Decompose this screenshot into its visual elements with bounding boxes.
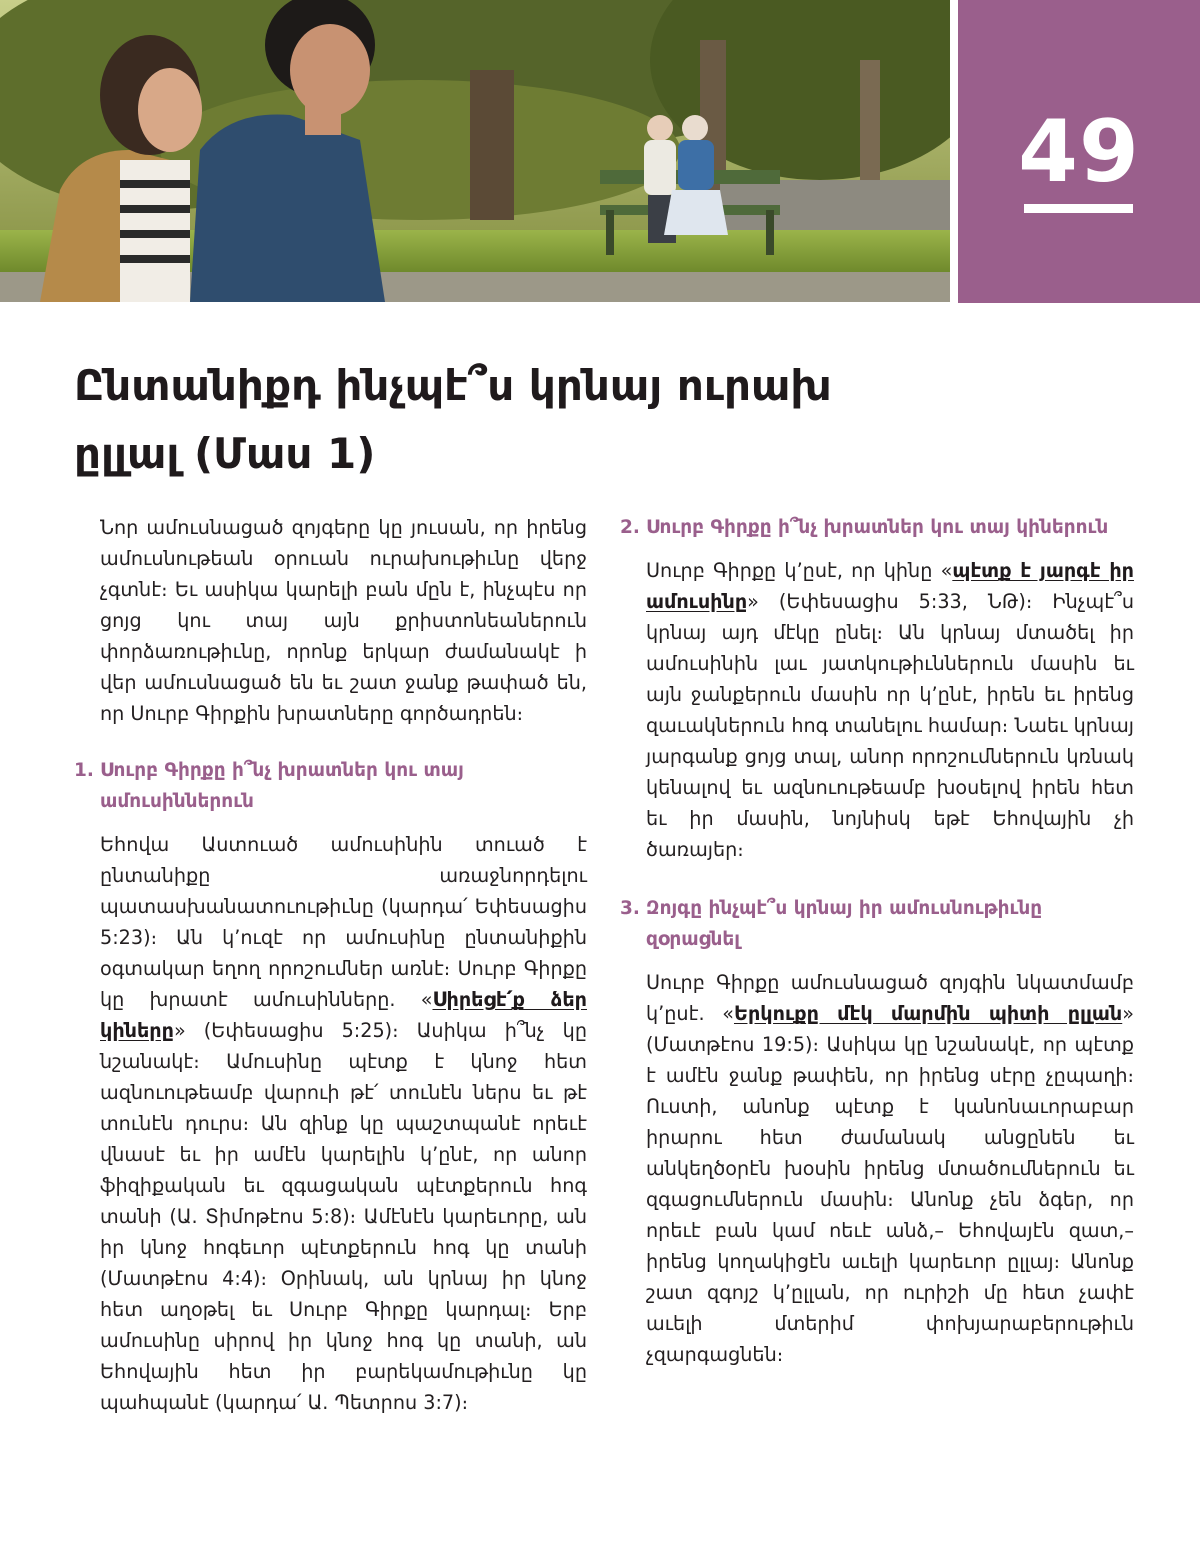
section-3-body — [646, 967, 1134, 1370]
section-3-heading-text: Զոյգը ինչպէ՞ս կրնայ իր ամուսնութիւնը զօրացնել — [646, 898, 1043, 950]
left-column — [74, 512, 587, 1418]
hero-photo — [0, 0, 950, 302]
section-3-heading — [620, 893, 1134, 955]
section-1-heading — [74, 755, 587, 817]
intro-paragraph: Նոր ամուսնացած զոյգերը կը յուսան, որ իրենց ամուսնութեան օրուան ուրախութիւնը վերջ չգտնէ։ Եւ ասիկա կարելի բան մըն է, ինչպէս որ ցոյց կու տայ այն քրիստոնեաներուն փորձառութիւնը, որոնք երկար ժամանակէ ի վեր ամուսնացած են եւ շատ ջանք թափած են, որ Սուրբ Գիրքին խրատները գործադրեն։ — [100, 516, 587, 725]
section-1-body — [100, 829, 587, 1418]
page-title: Ընտանիքդ ինչպէ՞ս կրնայ ուրախ ըլլալ (Մաս 1) — [74, 361, 832, 478]
section-2-body — [646, 555, 1134, 865]
lesson-number-underline — [1024, 204, 1133, 213]
section-1-text-before: Եհովա Աստուած ամուսինին տուած է ընտանիքը առաջնորդելու պատասխանատուութիւնը (կարդա՛ Եփեսացիս 5:23)։ Ան կ՚ուզէ որ ամուսինը ընտանիքին օգտակար եղող որոշումներ առնէ։ Սուրբ Գիրքը կը խրատէ ամուսինները. « — [100, 833, 587, 1011]
right-column — [620, 512, 1134, 1370]
section-1-number: 1. — [74, 760, 94, 781]
section-2-heading — [620, 512, 1134, 543]
lesson-number-box — [958, 0, 1200, 303]
section-3-scripture-quote: Երկուքը մէկ մարմին պիտի ըլլան — [733, 1002, 1123, 1025]
section-2-text-before: Սուրբ Գիրքը կ՚ըսէ, որ կինը « — [646, 559, 953, 582]
lesson-number: 49 — [1018, 102, 1140, 202]
section-1-text-after: » (Եփեսացիս 5:25)։ Ասիկա ի՞նչ կը նշանակէ։ Ամուսինը պէտք է կնոջ հետ ազնուութեամբ վարուի թէ՛ տունէն ներս եւ թէ տունէն դուրս։ Ան զինք կը պաշտպանէ որեւէ վնասէ եւ իր ամէն կարելին կ՚ընէ, որ անոր ֆիզիքական եւ զգացական պէտքերուն հոգ տանի (Ա. Տիմոթէոս 5:8)։ Ամէնէն կարեւորը, ան իր կնոջ հոգեւոր պէտքերուն հոգ կը տանի (Մատթէոս 4:4)։ Օրինակ, ան կրնայ իր կնոջ հետ աղօթել եւ Սուրբ Գիրքը կարդալ։ Երբ ամուսինը սիրով իր կնոջ հոգ կը տանի, ան Եհովային հետ իր բարեկամութիւնը կը պահպանէ (կարդա՛ Ա. Պետրոս 3:7)։ — [100, 1019, 587, 1414]
section-2-number: 2. — [620, 517, 640, 538]
section-3-number: 3. — [620, 898, 640, 919]
section-2-text-after: » (Եփեսացիս 5:33, ՆԹ)։ Ինչպէ՞ս կրնայ այդ մէկը ընել։ Ան կրնայ մտածել իր ամուսինին լաւ յատկութիւններուն մասին եւ այն ջանքերուն մասին որ կ՚ընէ, իրեն եւ իրենց զաւակներուն հոգ տանելու համար։ Նաեւ կրնայ յարգանք ցոյց տալ, անոր որոշումներուն կռնակ կենալով եւ ազնուութեամբ խօսելով իրեն հետ եւ իր մասին, նոյնիսկ եթէ Եհովային չի ծառայեր։ — [646, 590, 1134, 861]
section-1-heading-text: Սուրբ Գիրքը ի՞նչ խրատներ կու տայ ամուսիններուն — [100, 760, 464, 812]
section-3-text-after: » (Մատթէոս 19:5)։ Ասիկա կը նշանակէ, որ պէտք է ամէն ջանք թափեն, որ իրենց սէրը չըպաղի։ Ուստի, անոնք պէտք է կանոնաւորաբար իրարու հետ ժամանակ անցընեն եւ անկեղծօրէն խօսին իրենց մտածումներուն եւ զգացումներուն մասին։ Անոնք չեն ձգեր, որ որեւէ բան կամ ոեւէ անձ,– Եհովայէն զատ,– իրենց կողակիցէն աւելի կարեւոր ըլլայ։ Անոնք շատ զգոյշ կ՚ըլլան, որ ուրիշի մը հետ չափէ աւելի մտերիմ փոխյարաբերութիւն չզարգացնեն։ — [646, 1002, 1134, 1366]
section-2-scripture-quote: պէտք է յարգէ իր ամուսինը — [646, 559, 1134, 613]
section-2-heading-text: Սուրբ Գիրքը ի՞նչ խրատներ կու տայ կիներուն — [646, 517, 1109, 538]
section-1-scripture-quote: Սիրեցէ՛ք ձեր կիները — [100, 988, 587, 1042]
section-3-text-before: Սուրբ Գիրքը ամուսնացած զոյգին նկատմամբ կ՚ըսէ. « — [646, 971, 1134, 1025]
